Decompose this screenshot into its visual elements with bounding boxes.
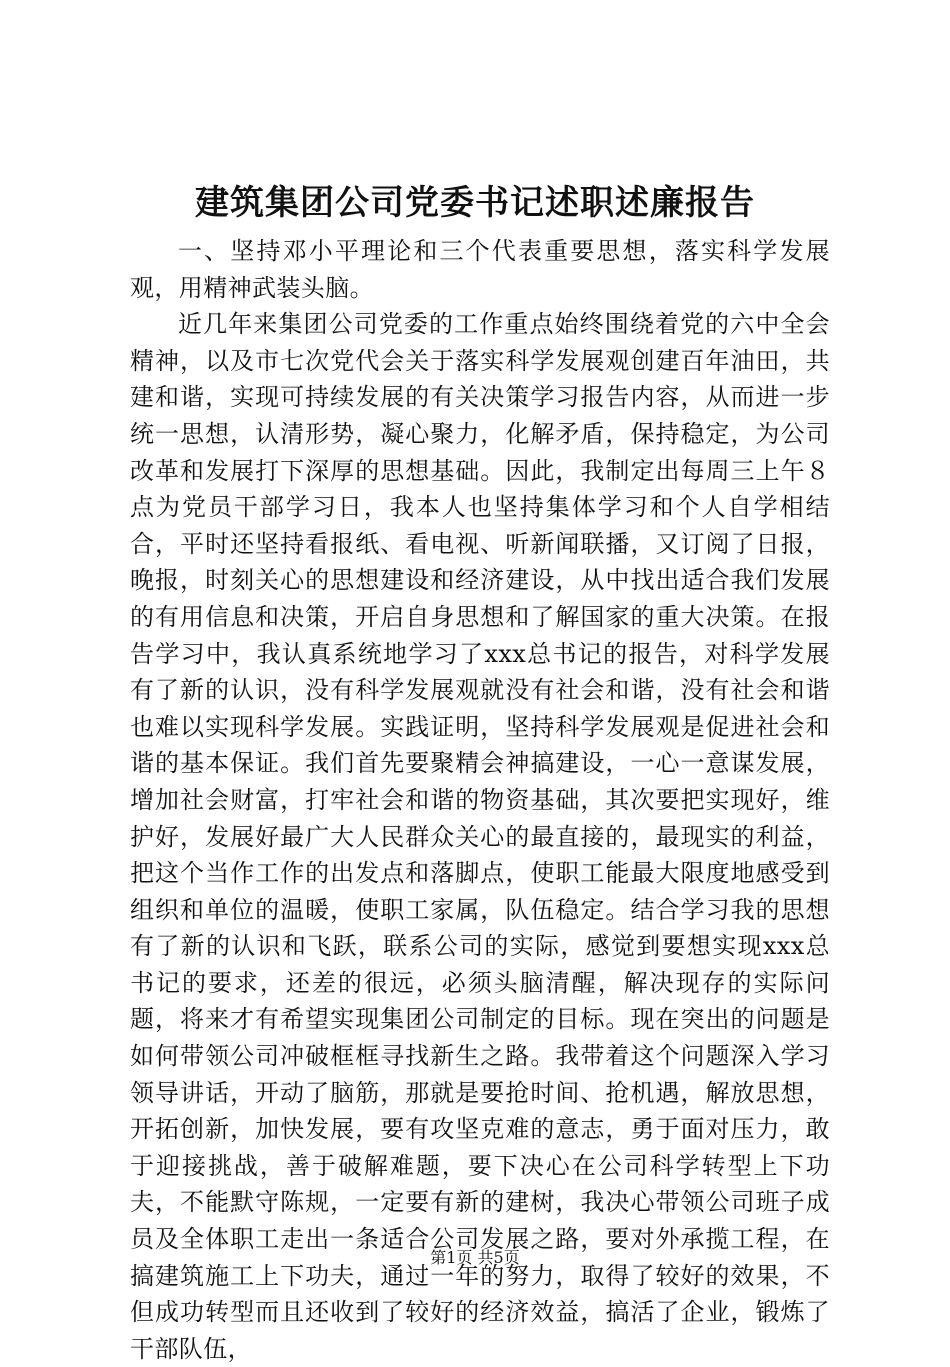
paragraph-2: 近几年来集团公司党委的工作重点始终围绕着党的六中全会精神，以及市七次党代会关于落实科学发展观创建百年油田，共建和谐，实现可持续发展的有关决策学习报告内容，从而进一步统一思想，认清形势，凝心聚力，化解矛盾，保持稳定，为公司改革和发展打下深厚的思想基础。因此，我制定出每周三上午８点为党员干部学习日，我本人也坚持集体学习和个人自学相结合，平时还坚持看报纸、看电视、听新闻联播，又订阅了日报，晚报，时刻关心的思想建设和经济建设，从中找出适合我们发展的有用信息和决策，开启自身思想和了解国家的重大决策。在报告学习中，我认真系统地学习了xxx总书记的报告，对科学发展有了新的认识，没有科学发展观就没有社会和谐，没有社会和谐也难以实现科学发展。实践证明，坚持科学发展观是促进社会和谐的基本保证。我们首先要聚精会神搞建设，一心一意谋发展，增加社会财富，打牢社会和谐的物资基础，其次要把实现好，维护好，发展好最广大人民群众关心的最直接的，最现实的利益，把这个当作工作的出发点和落脚点，使职工能最大限度地感受到组织和单位的温暖，使职工家属，队伍稳定。结合学习我的思想有了新的认识和飞跃，联系公司的实际，感觉到要想实现xxx总书记的要求，还差的很远，必须头脑清醒，解决现存的实际问题，将来才有希望实现集团公司制定的目标。现在突出的问题是如何带领公司冲破框框寻找新生之路。我带着这个问题深入学习领导讲话，开动了脑筋，那就是要抢时间、抢机遇，解放思想，开拓创新，加快发展，要有攻坚克难的意志，勇于面对压力，敢于迎接挑战，善于破解难题，要下决心在公司科学转型上下功夫，不能默守陈规，一定要有新的建树，我决心带领公司班子成员及全体职工走出一条适合公司发展之路，要对外承揽工程，在搞建筑施工上下功夫，通过一年的努力，取得了较好的效果，不但成功转型而且还收到了较好的经济效益，搞活了企业，锻炼了干部队伍， [130,310,830,1363]
document-body [130,233,830,1367]
page-number-footer: 第1页 共5页 [430,1248,520,1267]
document-title: 建筑集团公司党委书记述职述廉报告 [195,183,755,223]
paragraph-1: 一、坚持邓小平理论和三个代表重要思想，落实科学发展观，用精神武装头脑。 [130,237,830,302]
